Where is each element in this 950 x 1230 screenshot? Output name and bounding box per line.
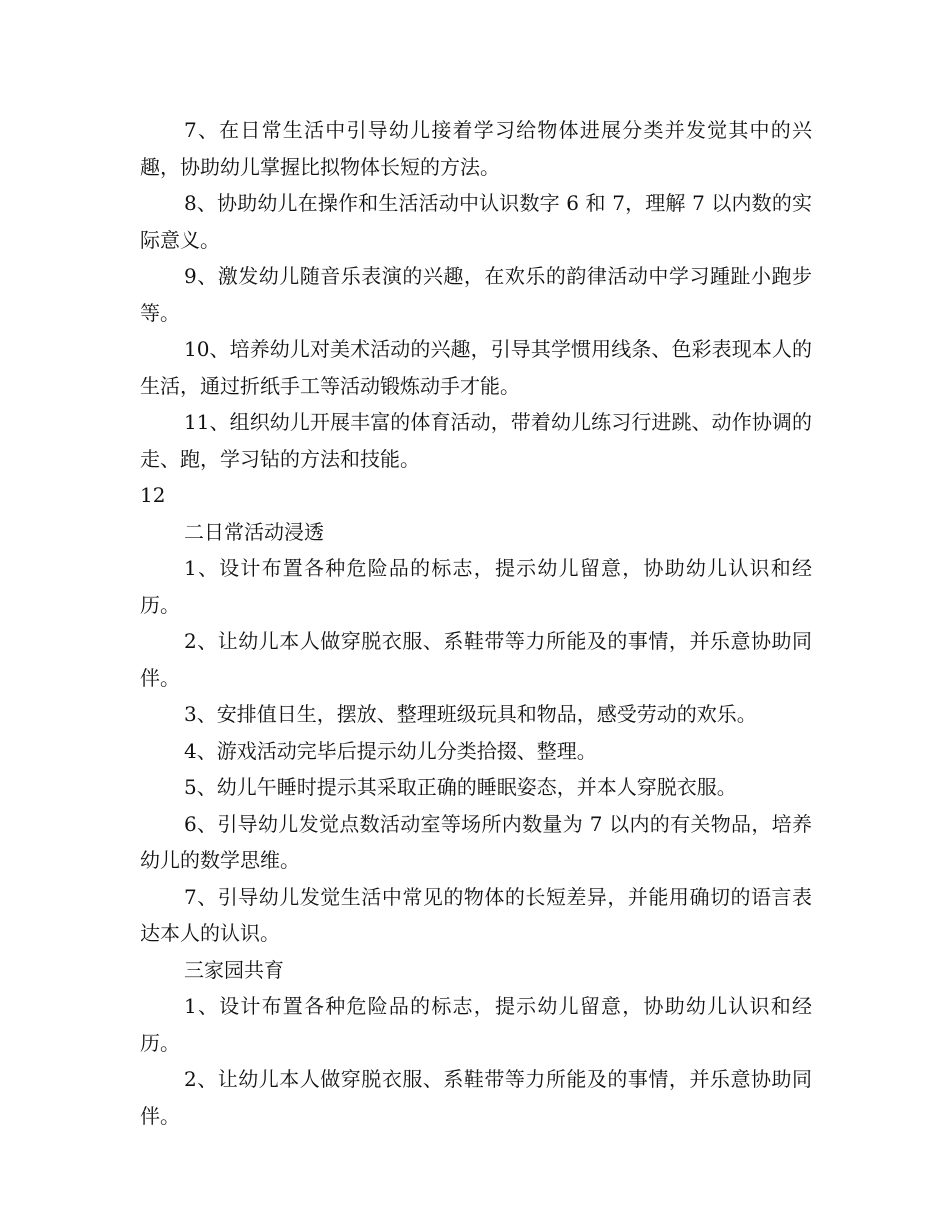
- page-marker: 12: [140, 483, 166, 507]
- paragraph-goal-7: 7、在日常生活中引导幼儿接着学习给物体进展分类并发觉其中的兴趣，协助幼儿掌握比拟物体长短的方法。: [140, 118, 812, 179]
- section-heading-daily-activities: 二日常活动浸透: [184, 519, 324, 544]
- paragraph-goal-11: 11、组织幼儿开展丰富的体育活动，带着幼儿练习行进跳、动作协调的走、跑，学习钻的方法和技能。: [140, 410, 812, 471]
- document-page: [140, 112, 812, 1134]
- list-item: 7、引导幼儿发觉生活中常见的物体的长短差异，并能用确切的语言表达本人的认识。: [140, 884, 812, 945]
- list-item: 1、设计布置各种危险品的标志，提示幼儿留意，协助幼儿认识和经历。: [140, 556, 812, 617]
- list-item: 3、安排值日生，摆放、整理班级玩具和物品，感受劳动的欢乐。: [184, 702, 757, 726]
- paragraph-goal-10: 10、培养幼儿对美术活动的兴趣，引导其学惯用线条、色彩表现本人的生活，通过折纸手工等活动锻炼动手才能。: [140, 337, 812, 398]
- paragraph-goal-8: 8、协助幼儿在操作和生活活动中认识数字 6 和 7，理解 7 以内数的实际意义。: [140, 191, 812, 252]
- list-item: 5、幼儿午睡时提示其采取正确的睡眠姿态，并本人穿脱衣服。: [184, 775, 737, 799]
- list-item: 2、让幼儿本人做穿脱衣服、系鞋带等力所能及的事情，并乐意协助同伴。: [140, 629, 812, 690]
- list-item: 2、让幼儿本人做穿脱衣服、系鞋带等力所能及的事情，并乐意协助同伴。: [140, 1067, 812, 1128]
- list-item: 4、游戏活动完毕后提示幼儿分类拾掇、整理。: [184, 738, 597, 763]
- list-item: 1、设计布置各种危险品的标志，提示幼儿留意，协助幼儿认识和经历。: [140, 994, 812, 1055]
- paragraph-goal-9: 9、激发幼儿随音乐表演的兴趣，在欢乐的韵律活动中学习踵趾小跑步等。: [140, 264, 812, 325]
- section-heading-home-school: 三家园共育: [184, 957, 284, 982]
- list-item: 6、引导幼儿发觉点数活动室等场所内数量为 7 以内的有关物品，培养幼儿的数学思维。: [140, 811, 812, 872]
